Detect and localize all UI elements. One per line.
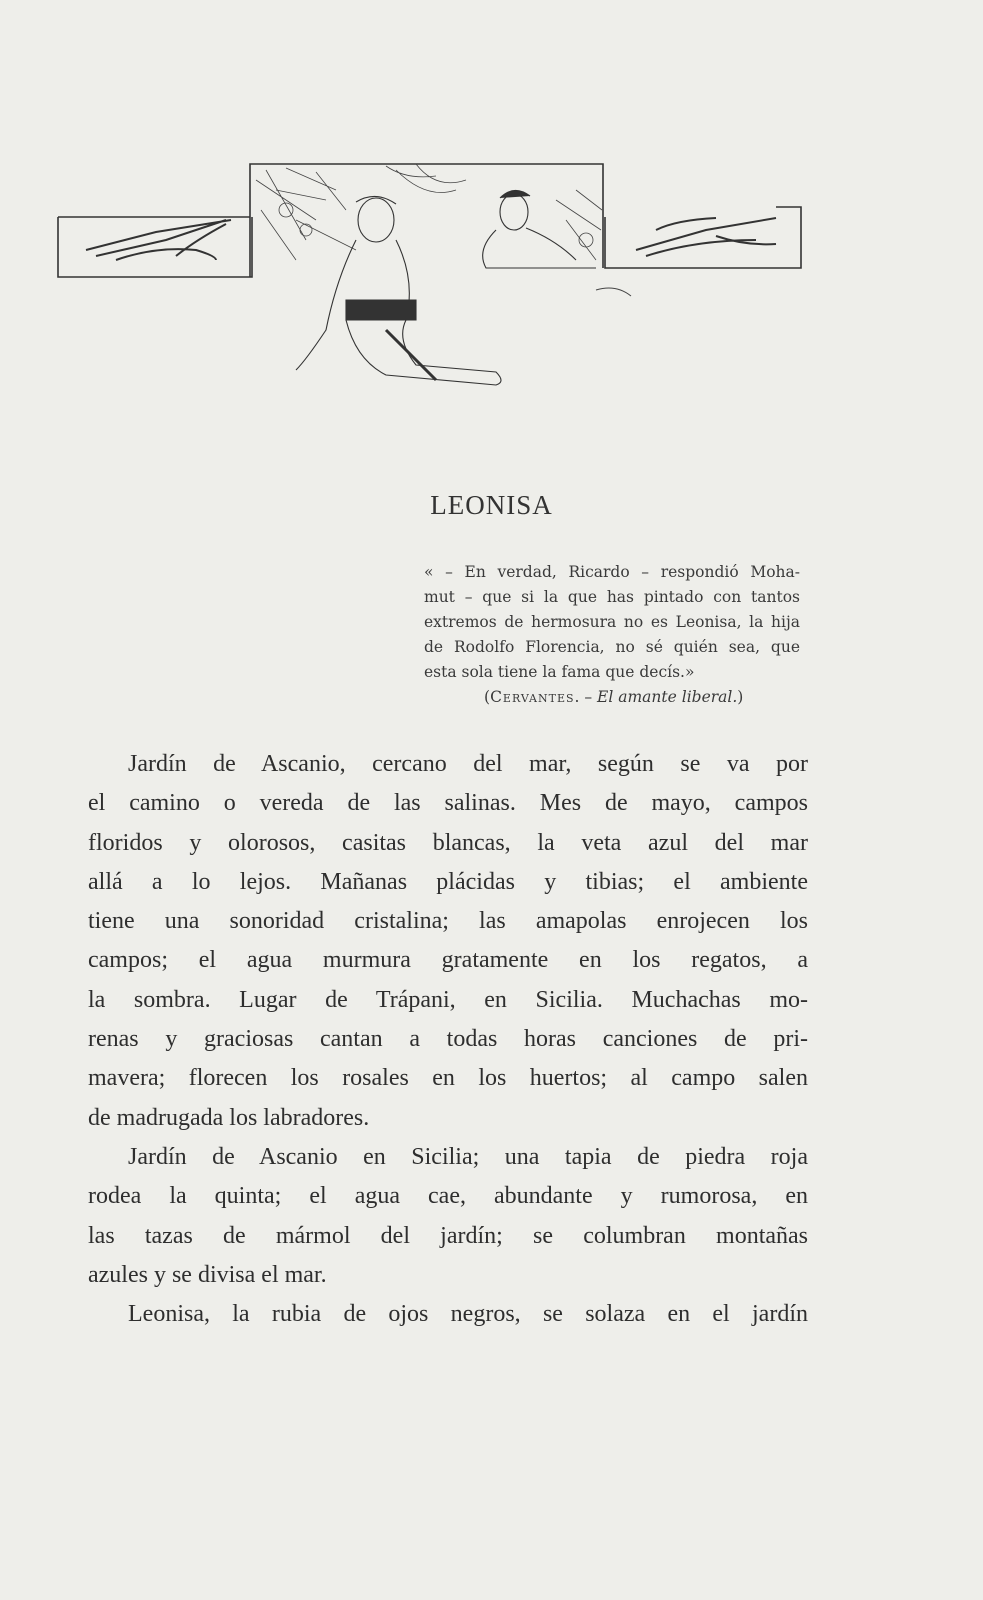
picture-frame (250, 164, 603, 277)
body-line: campos; el agua murmura gratamente en los regatos, a (88, 947, 808, 974)
body-line: las tazas de mármol del jardín; se columbran montañas (88, 1222, 808, 1249)
artist-signature (596, 288, 631, 296)
attribution-work: El amante liberal. (597, 688, 738, 706)
epigraph-line: « – En verdad, Ricardo – respondió Moha- (424, 563, 800, 581)
body-line: Jardín de Ascanio en Sicilia; una tapia de piedra roja (128, 1143, 808, 1170)
attribution-open: ( (484, 688, 491, 706)
man-figure (483, 190, 596, 268)
epigraph-line: esta sola tiene la fama que decís.» (424, 663, 695, 681)
headpiece-illustration (56, 160, 821, 410)
chapter-title: LEONISA (430, 490, 553, 520)
body-line: mavera; florecen los rosales en los huertos; al campo salen (88, 1065, 808, 1092)
epigraph-line: extremos de hermosura no es Leonisa, la hija (424, 613, 800, 631)
body-line: la sombra. Lugar de Trápani, en Sicilia. Muchachas mo- (88, 986, 808, 1013)
epigraph-line: de Rodolfo Florencia, no sé quién sea, que (424, 638, 800, 656)
body-line: tiene una sonoridad cristalina; las amapolas enrojecen los (88, 908, 808, 935)
foliage-drawing (256, 164, 602, 260)
right-ornament-swirl (636, 218, 776, 256)
epigraph-attribution (484, 688, 743, 706)
body-line: de madrugada los labradores. (88, 1104, 370, 1131)
body-line: Jardín de Ascanio, cercano del mar, según se va por (128, 751, 808, 777)
left-ornament-swirl (86, 220, 231, 260)
attribution-separator: . – (574, 688, 598, 706)
attribution-close: ) (737, 688, 744, 706)
attribution-author: Cervantes (490, 688, 575, 706)
body-line: renas y graciosas cantan a todas horas canciones de pri- (88, 1026, 808, 1053)
body-line: el camino o vereda de las salinas. Mes de mayo, campos (88, 790, 808, 817)
body-line: allá a lo lejos. Mañanas plácidas y tibias; el ambiente (88, 868, 808, 895)
body-text (88, 745, 808, 1334)
body-line: floridos y olorosos, casitas blancas, la veta azul del mar (88, 829, 808, 856)
right-ornament-frame (605, 207, 801, 268)
epigraph (424, 560, 800, 685)
epigraph-line: mut – que si la que has pintado con tantos (424, 588, 800, 606)
woman-figure (296, 196, 501, 385)
body-line: Leonisa, la rubia de ojos negros, se solaza en el jardín (128, 1301, 808, 1328)
body-line: azules y se divisa el mar. (88, 1261, 327, 1288)
body-line: rodea la quinta; el agua cae, abundante y rumorosa, en (88, 1183, 808, 1210)
